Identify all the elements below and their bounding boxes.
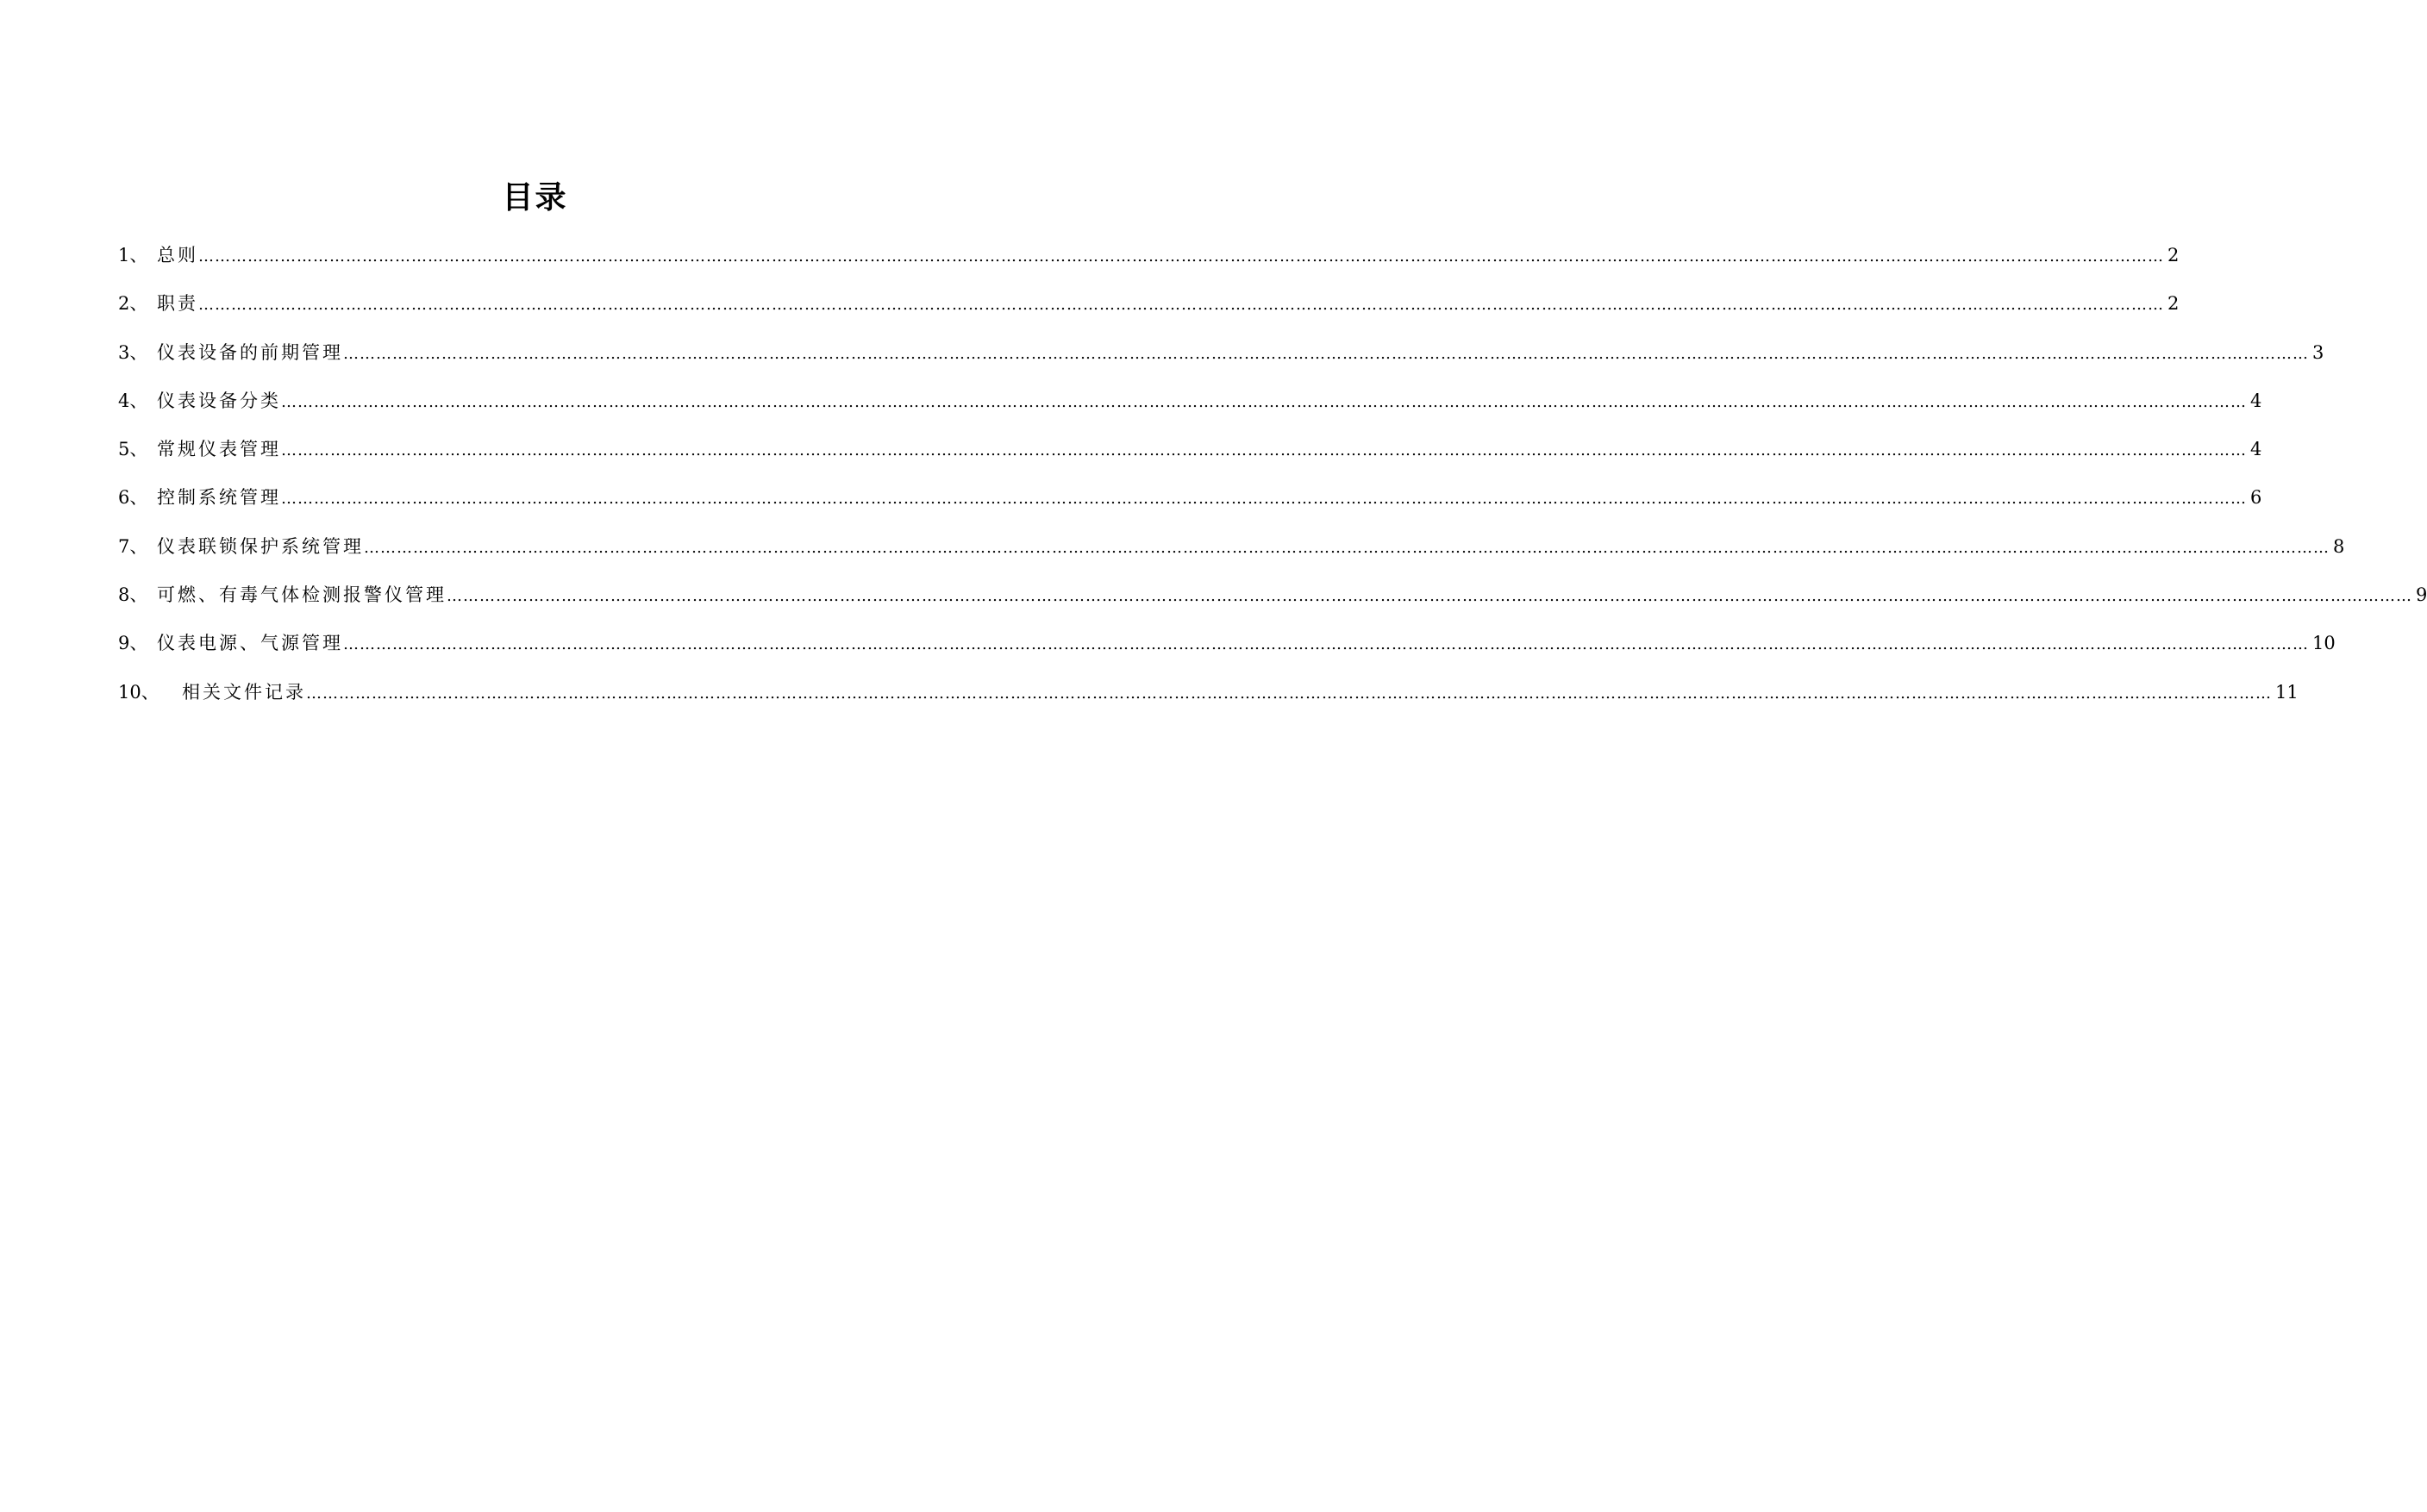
toc-leader-dots: ………………………………………………………………………………………………………………………………………………………………………………………………………………………………………………………………………………………………………………………………	[364, 538, 2330, 557]
toc-leader-dots: ………………………………………………………………………………………………………………………………………………………………………………………………………………………………………………………………………………………………………………………………	[198, 247, 2164, 266]
toc-entry[interactable]	[0, 679, 2299, 728]
page-title: 目录	[502, 180, 568, 216]
toc-entry-number: 7、	[118, 535, 148, 557]
toc-entry-number: 2、	[118, 293, 148, 315]
toc-entry[interactable]	[0, 484, 2262, 533]
toc-entry-page: 2	[2167, 293, 2180, 315]
toc-entry-number: 4、	[118, 390, 148, 411]
toc-entry-number: 1、	[118, 245, 148, 266]
toc-leader-dots: ………………………………………………………………………………………………………………………………………………………………………………………………………………………………………………………………………………………………………………………………	[198, 296, 2164, 315]
toc-entry-title: 控制系统管理	[157, 487, 281, 509]
toc-leader-dots: ………………………………………………………………………………………………………………………………………………………………………………………………………………………………………………………………………………………………………………………………	[281, 490, 2247, 509]
toc-leader-dots: ………………………………………………………………………………………………………………………………………………………………………………………………………………………………………………………………………………………………………………………………	[343, 635, 2309, 654]
toc-entry[interactable]	[0, 534, 2345, 582]
toc-entry-number: 8、	[118, 584, 148, 606]
toc-leader-dots: ………………………………………………………………………………………………………………………………………………………………………………………………………………………………………………………………………………………………………………………………	[281, 441, 2247, 460]
toc-entry[interactable]	[0, 582, 2427, 630]
toc-entry-page: 10	[2312, 633, 2336, 654]
toc-entry-title: 仪表联锁保护系统管理	[157, 535, 364, 557]
toc-entry-page: 4	[2250, 390, 2262, 411]
toc-leader-dots: ………………………………………………………………………………………………………………………………………………………………………………………………………………………………………………………………………………………………………………………………	[343, 344, 2309, 363]
toc-leader-dots: ………………………………………………………………………………………………………………………………………………………………………………………………………………………………………………………………………………………………………………………………	[447, 587, 2412, 606]
toc-entry[interactable]	[0, 436, 2262, 484]
toc-entry-page: 9	[2416, 584, 2427, 606]
toc-entry-title: 常规仪表管理	[157, 439, 281, 460]
table-of-contents	[0, 242, 2427, 728]
toc-entry-number: 10、	[118, 681, 160, 703]
toc-entry-title: 可燃、有毒气体检测报警仪管理	[157, 584, 447, 606]
toc-entry-number: 3、	[118, 341, 148, 363]
toc-entry-title: 相关文件记录	[182, 681, 306, 703]
toc-entry-page: 2	[2167, 245, 2180, 266]
toc-entry[interactable]	[0, 242, 2180, 291]
toc-entry-title: 总则	[157, 245, 198, 266]
toc-entry-page: 3	[2312, 341, 2324, 363]
toc-entry-page: 11	[2275, 681, 2299, 703]
toc-entry-page: 4	[2250, 439, 2262, 460]
toc-entry-title: 仪表电源、气源管理	[157, 633, 343, 654]
toc-entry-title: 职责	[157, 293, 198, 315]
toc-entry-page: 8	[2333, 535, 2345, 557]
toc-entry-page: 6	[2250, 487, 2262, 509]
toc-leader-dots: ………………………………………………………………………………………………………………………………………………………………………………………………………………………………………………………………………………………………………………………………	[281, 392, 2247, 411]
toc-entry[interactable]	[0, 340, 2324, 388]
toc-leader-dots: ………………………………………………………………………………………………………………………………………………………………………………………………………………………………………………………………………………………………………………………………	[306, 684, 2272, 703]
toc-entry[interactable]	[0, 291, 2180, 339]
toc-entry-number: 6、	[118, 487, 148, 509]
toc-entry[interactable]	[0, 388, 2262, 436]
toc-entry-number: 5、	[118, 439, 148, 460]
toc-entry-title: 仪表设备的前期管理	[157, 341, 343, 363]
toc-entry-number: 9、	[118, 633, 148, 654]
toc-entry[interactable]	[0, 630, 2336, 678]
toc-entry-title: 仪表设备分类	[157, 390, 281, 411]
